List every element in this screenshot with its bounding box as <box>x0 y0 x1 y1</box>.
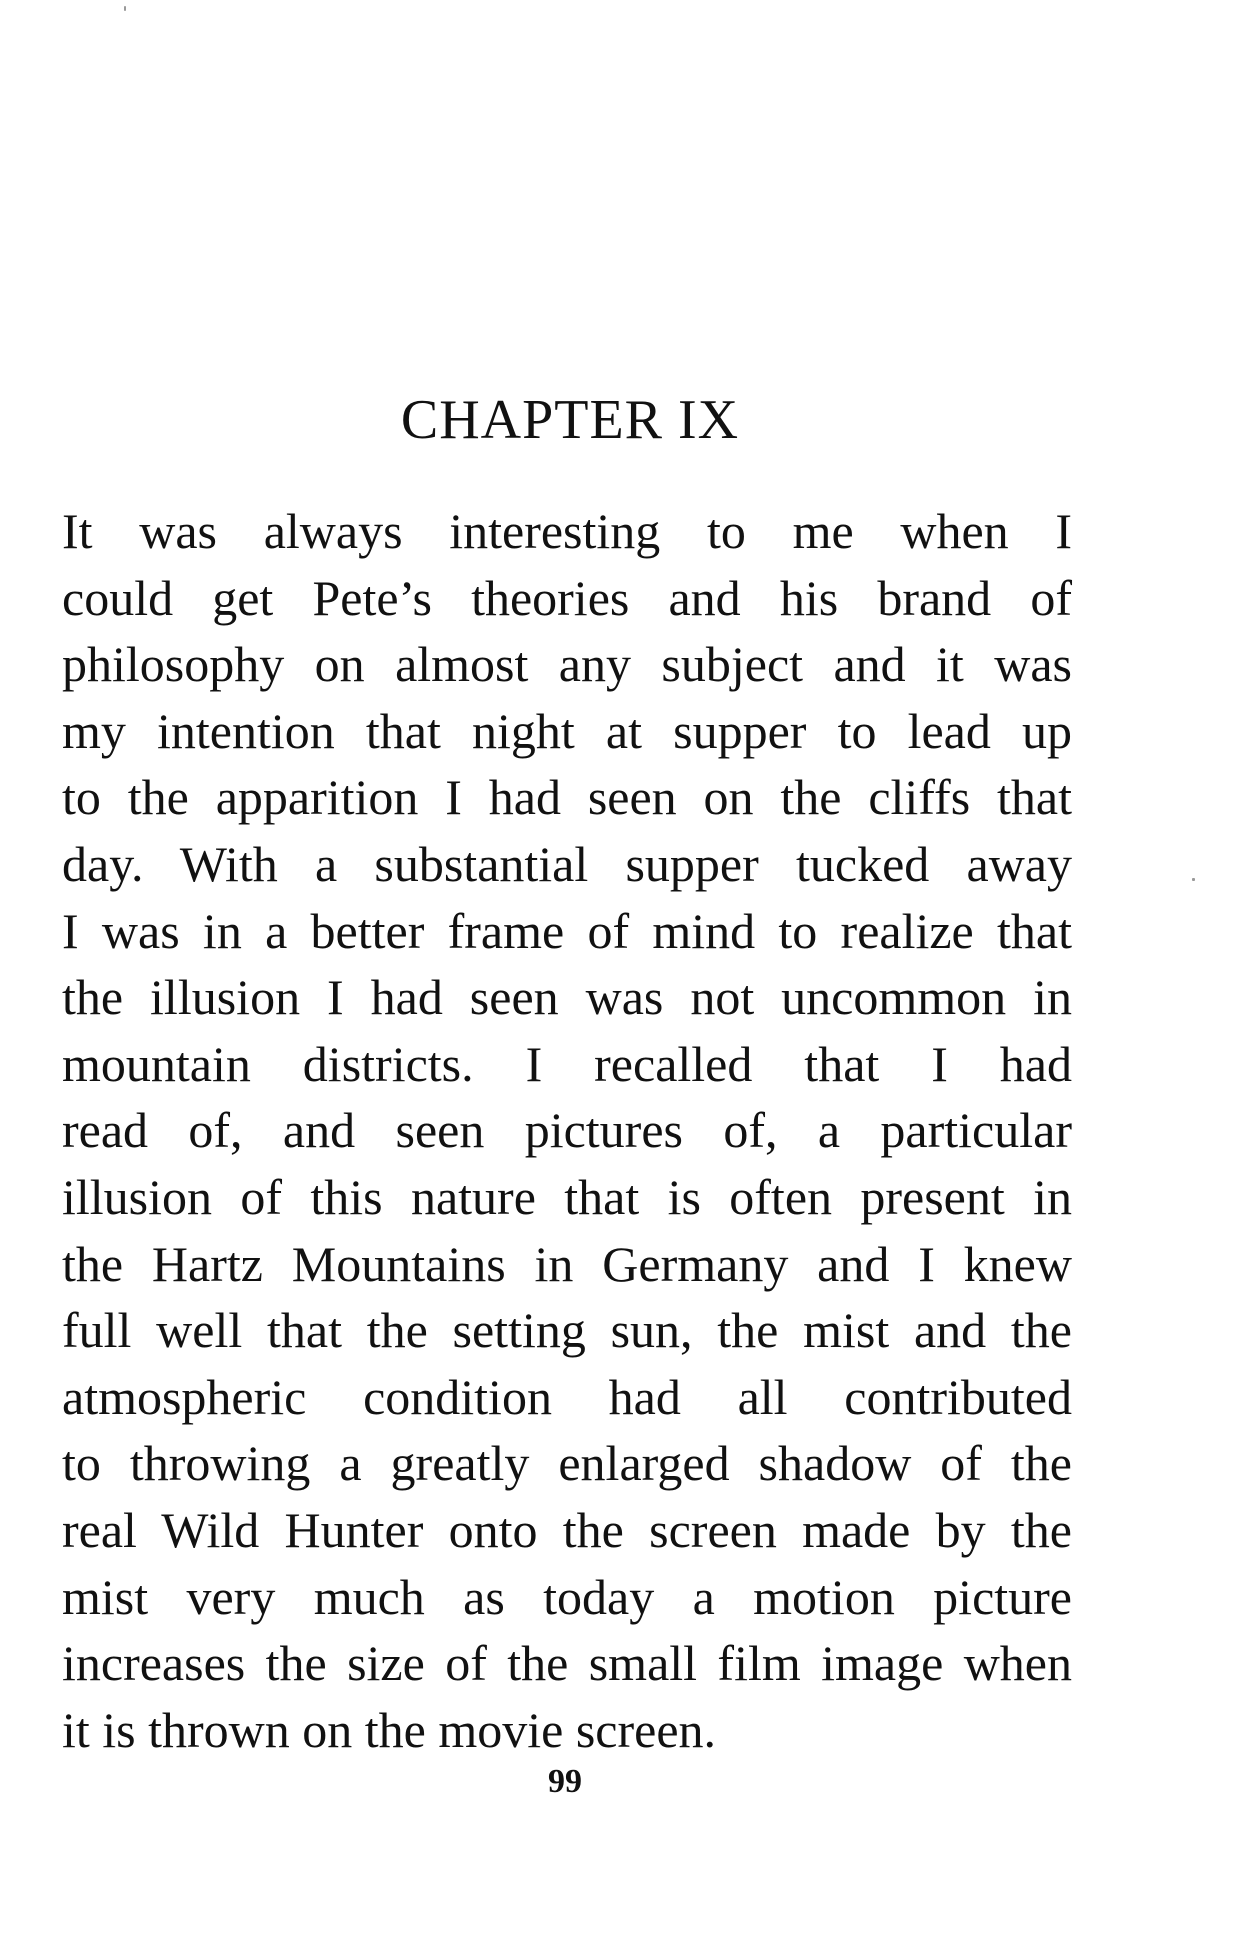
scan-speck <box>1192 878 1195 881</box>
text-line: the illusion I had seen was not uncommon in <box>62 969 1072 1026</box>
text-line: to the apparition I had seen on the cliffs that <box>62 769 1072 826</box>
text-line: full well that the setting sun, the mist and the <box>62 1302 1072 1359</box>
text-line: atmospheric condition had all contributed <box>62 1368 1072 1425</box>
text-line: could get Pete’s theories and his brand of <box>62 569 1072 626</box>
text-line: the Hartz Mountains in Germany and I knew <box>62 1235 1072 1292</box>
text-line: increases the size of the small film image when <box>62 1635 1072 1692</box>
text-line: philosophy on almost any subject and it was <box>62 636 1072 693</box>
chapter-title: CHAPTER IX <box>400 389 740 451</box>
text-line: real Wild Hunter onto the screen made by the <box>62 1501 1072 1558</box>
text-line: it is thrown on the movie screen. <box>62 1701 717 1758</box>
page-number: 99 <box>548 1763 582 1800</box>
text-line: It was always interesting to me when I <box>62 503 1072 559</box>
text-line: mist very much as today a motion picture <box>62 1568 1072 1625</box>
text-line: mountain districts. I recalled that I had <box>62 1035 1072 1092</box>
body-text <box>62 498 1072 1763</box>
text-line: read of, and seen pictures of, a particular <box>62 1102 1072 1159</box>
text-line: illusion of this nature that is often present in <box>62 1168 1072 1225</box>
text-line: to throwing a greatly enlarged shadow of the <box>62 1435 1072 1492</box>
text-line: day. With a substantial supper tucked away <box>62 835 1072 892</box>
text-line: I was in a better frame of mind to realize that <box>62 902 1072 959</box>
scan-speck <box>124 6 126 11</box>
text-line: my intention that night at supper to lead up <box>62 702 1072 759</box>
